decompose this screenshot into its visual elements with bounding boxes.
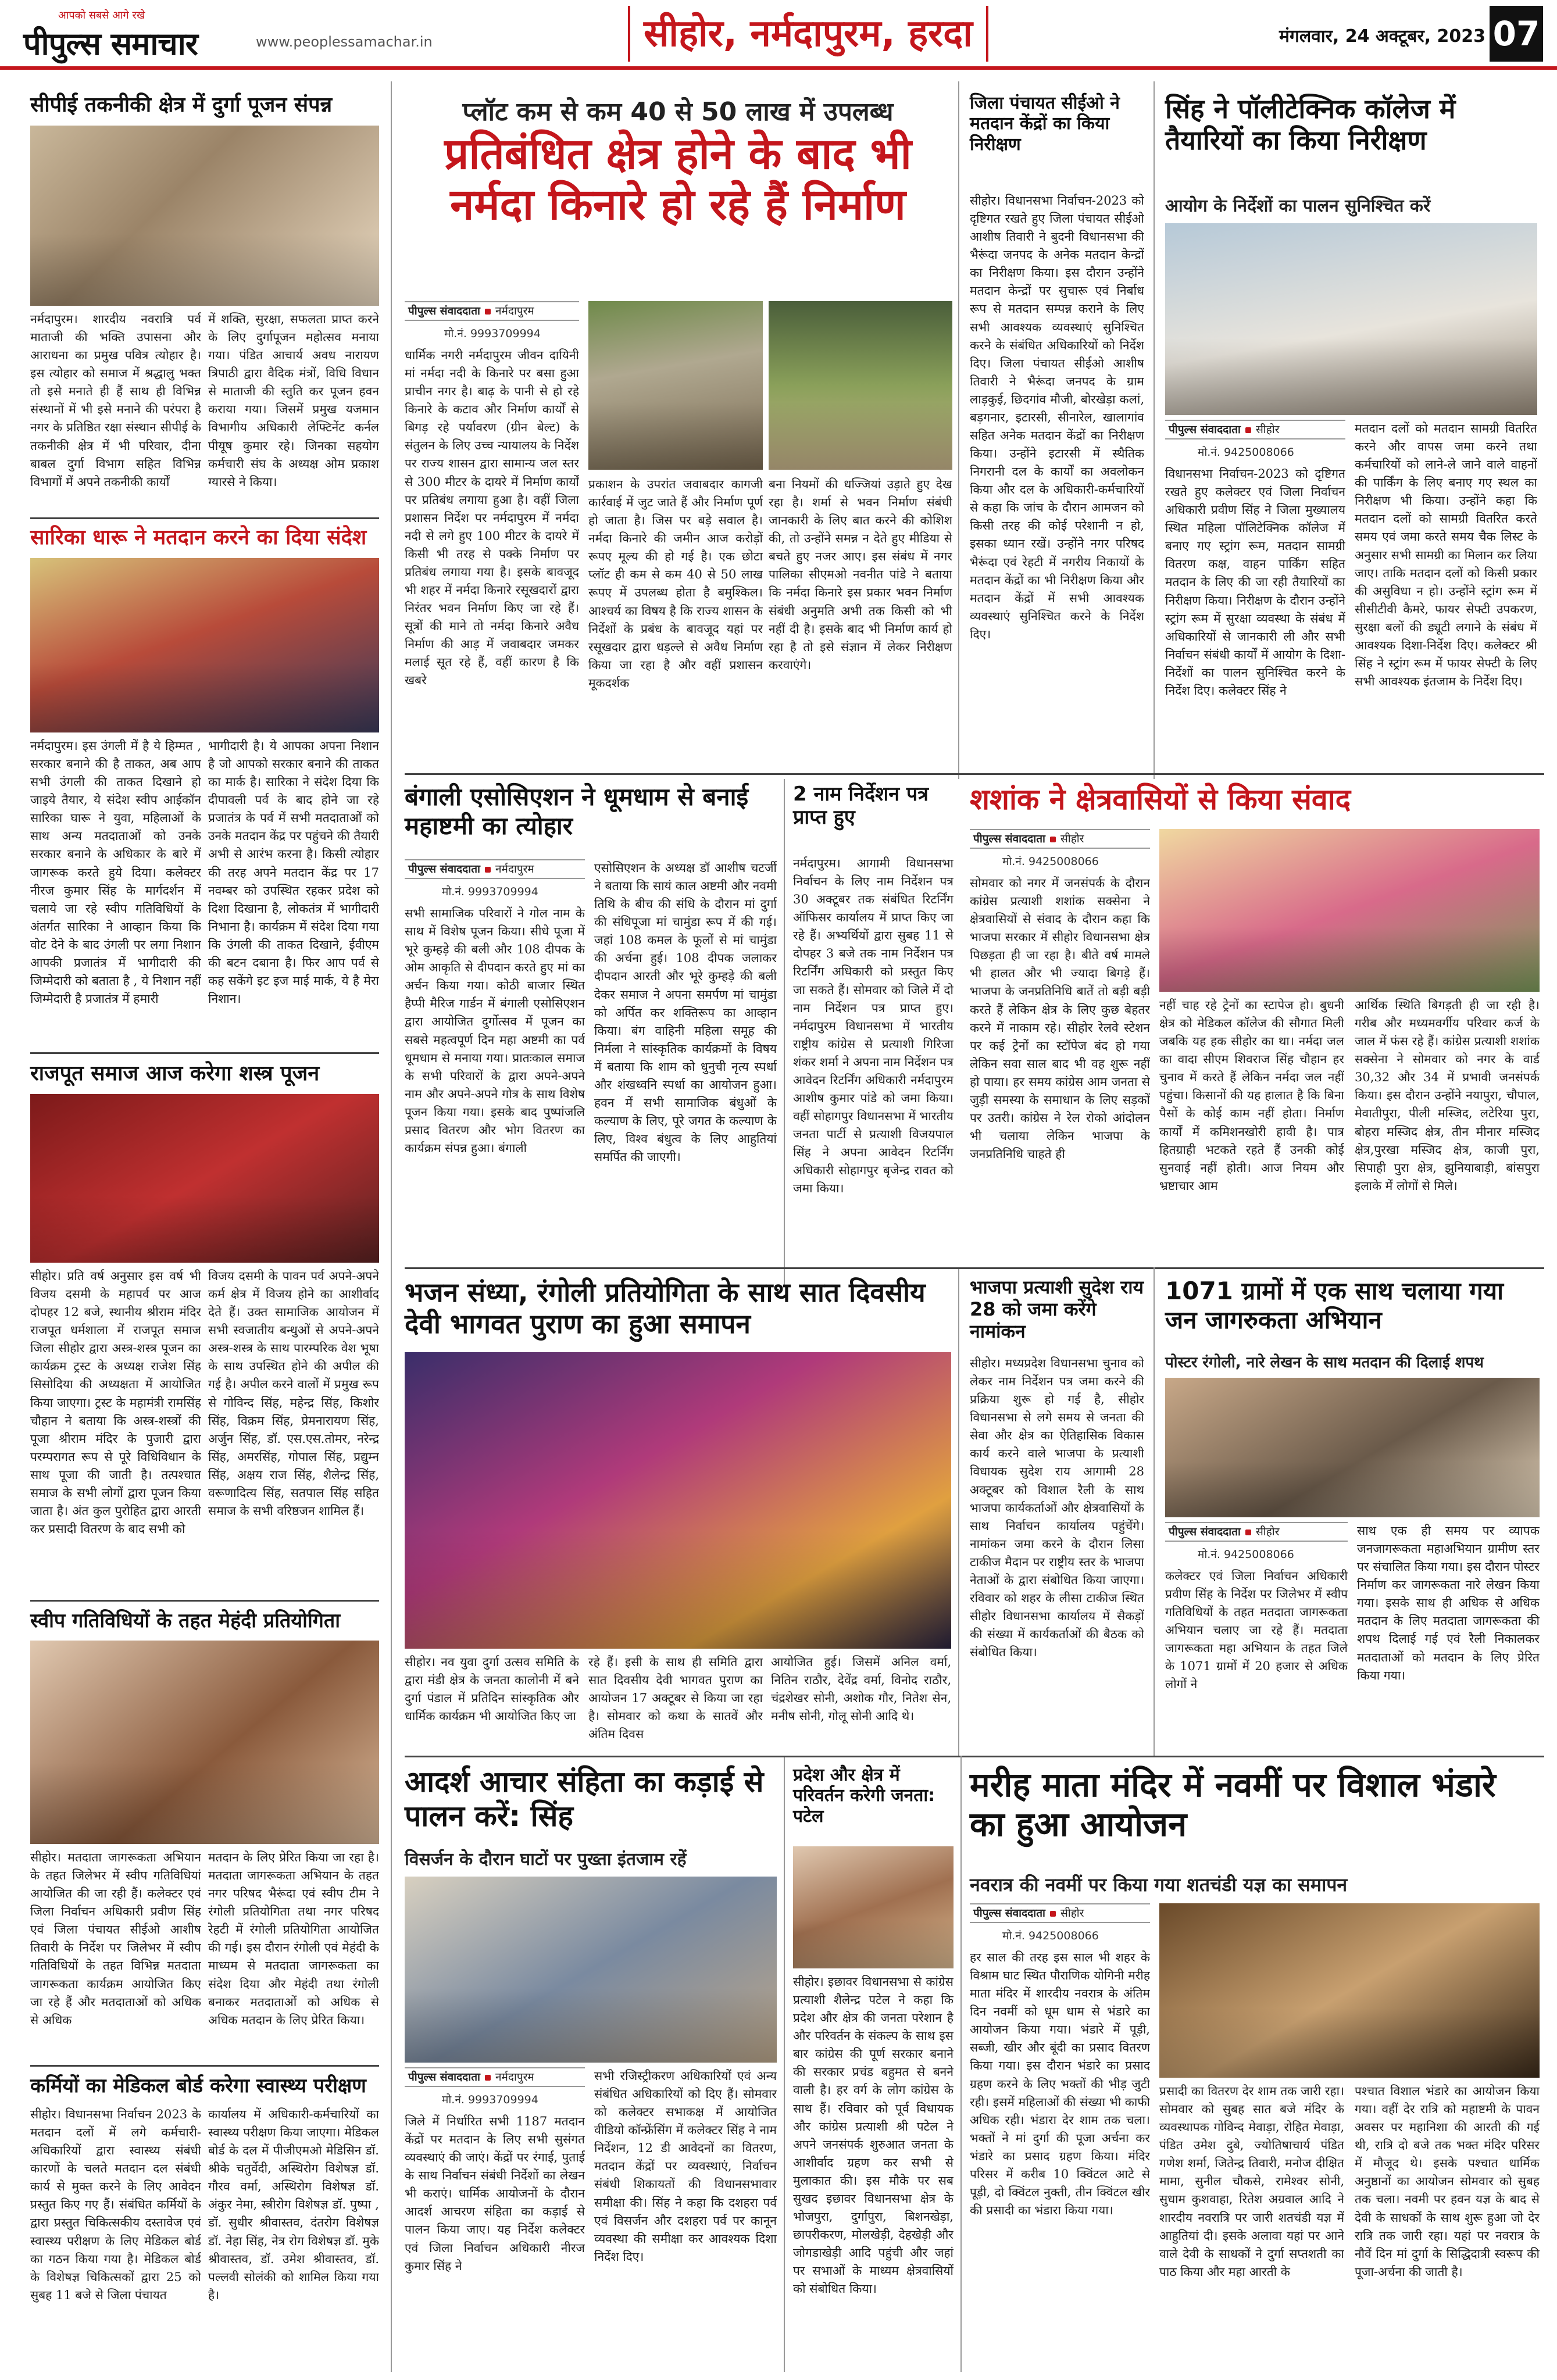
byline-dot [1050,837,1056,842]
body-sceo: सीहोर। विधानसभा निर्वाचन-2023 को दृष्टिगत रखते हुए जिला पंचायत सीईओ आशीष तिवारी ने बुदनी विधानसभा की भैरूंदा जनपद के अनेक मतदान केन्द्रों का निरीक्षण किया। इस दौरान उन्होंने मतदान केन्द्रों पर सुचारू एवं निर्बाध रूप से मतदान सम्पन्न कराने के लिए सभी आवश्यक व्यवस्थाएं सुनिश्चित करने के संबंधित अधिकारियों को निर्देश दिए। जिला पंचायत सीईओ आशीष तिवारी ने भैरूंदा जनपद के ग्राम लाड़कुई, छिदगांव मौजी, बोरखेड़ा कलां, बड़गनार, इटारसी, सीनारेल, खालागांव सहित अनेक मतदान केंद्रों का निरीक्षण किया। उन्होंने इटारसी में स्थैतिक निगरानी दल के कार्यों का अवलोकन किया और दल के अधिकारी-कर्मचारियों से कहा कि जांच के दौरान आमजन को किसी तरह की कोई परेशानी न हो, इसका ध्यान रखें। उन्होंने नगर परिषद भैरूंदा एवं रेहटी में नगरीय निकायों के मतदान केंद्रों का भी निरीक्षण किया और मतदान केंद्रों में सभी आवश्यक व्यवस्थाएं सुनिश्चित करने के निर्देश दिए। [970,194,1144,641]
column-divider [391,81,392,2372]
body-bengali-b: एसोसिएशन के अध्यक्ष डॉ आशीष चटर्जी ने बताया कि सायं काल अष्टमी और नवमी तिथि के बीच की संधि के दौरान मां दुर्गा की संधिपूजा मां चामुंडा रूप में की गई। जहां 108 कमल के फूलों से मां चामुंडा की अर्चना हुई। 108 दीपक जलाकर दीपदान आरती और भूरे कुम्हड़े की बली देकर समाज ने अपना समर्पण मां चामुंडा को अर्पित कर शक्तिरूप का आव्हान किया। बंग वाहिनी महिला समूह की निर्मला ने सांस्कृतिक कार्यक्रमों के विषय में बताया कि शाम को धुनुची नृत्य स्पर्धा और शंखध्वनि स्पर्धा का आयोजन हुआ। हवन में सभी सामाजिक बंधुओं के कल्याण के लिए, पूरे जगत के कल्याण के लिए, विश्व बंधुत्व के लिए आहुतियां समर्पित की जाएगी। [594,861,777,1164]
byline-dot [1245,427,1251,433]
body-aachar-b: सभी रजिस्ट्रीकरण अधिकारियों एवं अन्य संबंधित अधिकारियों को दिए हैं। सोमवार को कलेक्टर सभाकक्ष में आयोजित वीडियो कॉन्फ्रेंसिंग में कलेक्टर सिंह ने नाम निर्देशन, 12 डी आवेदनों का वितरण, मतदान केंद्रों पर व्यवस्थाएं, निर्वाचन संबंधी शिकायतों की विधानसभावार समीक्षा की। सिंह ने कहा कि दशहरा पर्व एवं विसर्जन और दशहरा पर्व पर कानून व्यवस्था की समीक्षा कर आवश्यक दिशा निर्देश दिए। [594,2069,777,2264]
body-narmada-c: बना नियमों की धज्जियां उड़ाते हुए देख रहा है। शर्मा से भवन निर्माण संबंधी जानकारी के लिए बात करने की कोशिश की, तो उन्होंने समन्न न देते हुए मीडिया से बचते हुए नजर आए। इस संबंध में नगर पालिका सीएमओ नवनीत पांडे ने बताया कि नर्मदा किनारे इस प्रकार भवन निर्माण संबंधी अनुमति अभी तक किसी को भी नहीं दी है। इसके बाद भी निर्माण कार्य हो रहा है तो इसे संज्ञान में लेकर निरीक्षण करवाएंगे। [769,477,952,672]
body-mariha-a: हर साल की तरह इस साल भी शहर के विश्राम घाट स्थित पौराणिक योगिनी मरीह माता मंदिर में शारदीय नवरात्र के अंतिम दिन नवमीं को धूम धाम से भंडारे का आयोजन किया गया। भंडारे में पूड़ी, सब्जी, खीर और बूंदी का प्रसाद वितरण किया गया। इस दौरान भंडारे का प्रसाद ग्रहण करने के लिए भक्तों की भीड़ जुटी रही। इसमें महिलाओं की संख्या भी काफी अधिक रही। भंडारा देर शाम तक चला। भक्तों ने मां दुर्गा की पूजा अर्चना कर भंडारे का प्रसाद ग्रहण किया। मंदिर परिसर में करीब 10 क्विंटल आटे से पूड़ी, दो क्विंटल नुक्ती, तीन क्विंटल खीर की प्रसादी का भंडारा किया गया। [970,1950,1150,2218]
kicker-polytechnic: आयोग के निर्देशों का पालन सुनिश्चित करें [1165,196,1431,216]
body-mehndi-a: सीहोर। मतदाता जागरूकता अभियान के तहत जिलेभर में स्वीप गतिविधियां आयोजित की जा रही हैं। कलेक्टर एवं जिला निर्वाचन अधिकारी प्रवीण सिंह एवं जिला पंचायत सीईओ आशीष तिवारी के निर्देश पर जिलेभर में स्वीप गतिविधियों के तहत विभिन्न मतदाता जागरूकता कार्यक्रम आयोजित किए जा रहे हैं और मतदाताओं को अधिक से अधिक [30,1850,201,2027]
headline-patel: प्रदेश और क्षेत्र में परिवर्तन करेगी जनता: पटेल [793,1765,935,1827]
headline-sudesh: भाजपा प्रत्याशी सुदेश राय 28 को जमा करेंगे नामांकन [970,1276,1144,1342]
column-divider [1154,81,1155,779]
headline-jagrukta: 1071 ग्रामों में एक साथ चलाया गया जन जागरुकता अभियान [1165,1277,1504,1334]
headline-polytechnic: सिंह ने पॉलीटेक्निक कॉलेज में तैयारियों का किया निरीक्षण [1165,93,1456,156]
article-divider [405,1267,1544,1269]
body-sarika-a: नर्मदापुरम। इस उंगली में है ये हिम्मत , सरकार बनाने की है ताकत, अब आप सभी उंगली की ताकत दिखाने हो जाइये तैयार, ये संदेश स्वीप आईकॉन सारिका घारू ने युवा, महिलाओं के साथ अन्य मतदाताओं को उनके सरकार बनाने के अधिकार के बारे में जागरूक करते हुये दिया। कलेक्टर नीरज कुमार सिंह के मार्गदर्शन में चलाये जा रहे स्वीप गतिविधियों के अंतर्गत सारिका ने आव्हान किया कि वोट देने के बाद उंगली पर लगा निशान आपकी प्रजातंत्र में भागीदारी की जिम्मेदारी को बताता है , ये निशान नहीं जिम्मेदारी है प्रजातंत्र में हमारी [30,739,201,1006]
byline-dot [485,309,491,315]
body-polytechnic-a: विधानसभा निर्वाचन-2023 को दृष्टिगत रखते हुए कलेक्टर एवं जिला निर्वाचन अधिकारी प्रवीण सिंह ने जिला मुख्यालय स्थित महिला पॉलिटेक्निक कॉलेज में बनाए गए स्ट्रांग रूम, मतदान सामग्री वितरण कक्ष, वाहन पार्किंग सहित मतदान के लिए की जा रही तैयारियों का निरीक्षण किया। निरीक्षण के दौरान उन्होंने स्ट्रांग रूम में सुरक्षा व्यवस्था के संबंध में अधिकारियों से जानकारी ली और सभी निर्वाचन संबंधी कार्यों में आयोग के दिशा-निर्देशों का पालन सुनिश्चित करने के निर्देश दिए। कलेक्टर सिंह ने [1165,467,1345,698]
photo-bhandara [1159,1903,1540,2078]
body-durga-a: नर्मदापुरम। शारदीय नवरात्रि पर्व माताजी की भक्ति उपासना और आराधना का प्रमुख पवित्र त्योहार है। इस त्योहार को समाज में श्रद्धालु भक्त तो इसे मनाते ही हैं साथ ही विभिन्न संस्थानों में भी इसे मनाने की परंपरा है नगर के प्रतिष्ठित रक्षा संस्थान सीपीई के तकनीकी क्षेत्र में भी परिवार, दीना बाबल दुर्गा विभाग सहित विभिन्न विभागों में अपने तकनीकी कार्यों [30,312,201,489]
body-rajput-a: सीहोर। प्रति वर्ष अनुसार इस वर्ष भी विजय दसमी के महापर्व पर आज दोपहर 12 बजे, स्थानीय श्रीराम मंदिर राजपूत धर्मशाला में राजपूत समाज जिला सीहोर द्वारा अस्त्र-शस्त्र पूजन का कार्यक्रम ट्रस्ट के अध्यक्ष राजेश सिंह सिसोदिया की अध्यक्षता में आयोजित किया जाएगा। ट्रस्ट के महामंत्री रामसिंह चौहान ने बताया कि अस्त्र-शस्त्रों की पूजा श्रीराम मंदिर के पुजारी द्वारा परम्परागत रूप से पूरे विधिविधान के साथ पूजा की जाती है। तत्पश्चात समाज के सभी लोगों द्वारा पूजन किया जाता है। अंत कुल पुरोहित द्वारा आरती कर प्रसादी वितरण के बाद सभी को [30,1269,201,1536]
byline-place: सीहोर [1255,1525,1280,1538]
body-shashank-a: सोमवार को नगर में जनसंपर्क के दौरान कांग्रेस प्रत्याशी शशांक सक्सेना ने क्षेत्रवासियों से संवाद के दौरान कहा कि भाजपा सरकार में सीहोर विधानसभा क्षेत्र पिछड़ता ही जा रहा है। बीते वर्ष मामले भी हालत और भी ज्यादा बिगड़े हैं। भाजपा के जनप्रतिनिधि बातें तो बड़ी बड़ी करते हैं लेकिन क्षेत्र के लिए कुछ बेहतर करने में नाकाम रहे। सीहोर रेलवे स्टेशन पर कई ट्रेनों का स्टॉपेज बंद हो गया लेकिन सवा साल बाद भी वह शुरू नहीं हो पाया। हर समय कांग्रेस आम जनता से जुड़ी समस्या के समाधान के लिए सड़कों पर उतरी। कांग्रेस ने रेल रोको आंदोलन भी चलाया लेकिन भाजपा के जनप्रतिनिधि चाहते ही [970,876,1150,1162]
body-sudesh: सीहोर। मध्यप्रदेश विधानसभा चुनाव को लेकर नाम निर्देशन पत्र जमा करने की प्रक्रिया शुरू हो गई है, सीहोर विधानसभा से लगे समय से जनता की सेवा और क्षेत्र का ऐतिहासिक विकास कार्य करने वाले भाजपा के प्रत्याशी विधायक सुदेश राय आगामी 28 अक्टूबर को विशाल रैली के साथ भाजपा कार्यकर्ताओं और क्षेत्रवासियों के साथ निर्वाचन कार्यालय पहुंचेंगे। नामांकन जमा करने के दौरान लिसा टाकीज मैदान पर राष्ट्रीय स्तर के भाजपा नेताओं के द्वारा संबोधित किया जाएगा। रविवार को शहर के लीसा टाकीज स्थित सीहोर विधानसभा कार्यालय में सैकड़ों की संख्या में कार्यकर्ताओं की बैठक को संबोधित किया। [970,1356,1144,1660]
section-title-bar [628,6,988,62]
column-divider [1154,1267,1155,1756]
byline-reporter: पीपुल्स संवाददाता [1169,423,1241,436]
body-shashank-b: नहीं चाह रहे ट्रेनों का स्टापेज हो। बुधनी क्षेत्र को मेडिकल कॉलेज की सौगात मिली जबकि यह हक सीहोर का था। नर्मदा जल का वादा सीएम शिवराज सिंह चौहान हर चुनाव में करते हैं लेकिन नर्मदा जल नहीं पहुंचा। किसानों की यह हालात है कि बिना पैसों के कोई काम नहीं होता। निर्माण कार्यों में कमिशनखोरी हावी है। पात्र हितग्राही भटकते रहते हैं उनकी कोई सुनवाई नहीं होती। आज नियम और भ्रष्टाचार आम [1159,998,1344,1193]
body-patel: सीहोर। इछावर विधानसभा से कांग्रेस प्रत्याशी शैलेन्द्र पटेल ने कहा कि प्रदेश और क्षेत्र की जनता परेशान है और परिवर्तन के संकल्प के साथ इस बार कांग्रेस की पूर्ण सरकार बनाने की सरकार प्रचंड बहुमत से बनने वाली है। हर वर्ग के लोग कांग्रेस के साथ हैं। रविवार को पूर्व विधायक और कांग्रेस प्रत्याशी श्री पटेल ने अपने जनसंपर्क शुरुआत जनता के आशीर्वाद ग्रहण कर सभी से मुलाकात की। इस मौके पर सब सुखद इछावर विधानसभा क्षेत्र के भोजपुरा, दुर्गापुरा, बिशनखेड़ा, छापरीकरण, मोलखेड़ी, देहखेड़ी और जोगडाखेड़ी आदि पहुंची और जहां पर सभाओं के माध्यम क्षेत्रवासियों को संबोधित किया। [793,1975,954,2296]
headline-sarika: सारिका धारू ने मतदान करने का दिया संदेश [30,526,367,549]
byline-jagrukta [1165,1522,1348,1542]
column-divider [958,1267,959,1756]
body-narmada-b: प्रकाशन के उपरांत जवाबदार कागजी कार्रवाई में जुट जाते हैं और निर्माण पूर्ण हो जाता है। जिस पर बड़े सवाल है। नर्मदा किनारे की जमीन आज करोड़ों रूपए मूल्य की हो गई है। एक छोटा प्लॉट ही कम से कम 40 से 50 लाख रूपए में उपलब्ध होता है बमुश्किल। आश्चर्य का विषय है कि राज्य शासन के निर्देशों के प्रबंध के बावजूद यहां पर रसूखदार द्वारा धड़ल्ले से अवैध निर्माण किया जा रहा है और वहीं प्रशासन मूकदर्शक [588,477,763,690]
headline-shashank: शशांक ने क्षेत्रवासियों से किया संवाद [970,782,1351,816]
mobile-number: मो.नं. 9993709994 [442,2093,538,2106]
photo-patel [793,1846,954,1968]
headline-mehndi: स्वीप गतिविधियों के तहत मेहंदी प्रतियोगिता [30,1609,341,1632]
mobile-number: मो.नं. 9425008066 [1002,1929,1099,1942]
headline-medical: कर्मियों का मेडिकल बोर्ड करेगा स्वास्थ्य परीक्षण [30,2074,366,2097]
byline-dot [1050,1911,1056,1917]
byline-place: नर्मदापुरम [495,2071,534,2084]
body-polytechnic-b: मतदान दलों को मतदान सामग्री वितरित करने और वापस जमा करने तथा कर्मचारियों को लाने-ले जाने वाले वाहनों की पार्किंग के लिए बनाए गए स्थल का निरीक्षण भी किया। उन्होंने कहा कि मतदान दलों को सामग्री वितरित करते समय एवं जमा करते समय चैक लिस्ट के अनुसार सभी सामग्री का मिलान कर लिया जाए। ताकि मतदान दलों को किसी प्रकार की असुविधा न हो। उन्होंने स्ट्रांग रूम में सीसीटीवी कैमरे, फायर सेफ्टी उपकरण, सुरक्षा बलों की ड्यूटी लगाने के संबंध में आवश्यक दिशा-निर्देश दिए। कलेक्टर श्री सिंह ने स्ट्रांग रूम में फायर सेफ्टी के लिए सभी आवश्यक इंतजाम के निर्देश दिए। [1355,421,1537,689]
kicker-mariha: नवरात्र की नवमीं पर किया गया शतचंडी यज्ञ का समापन [970,1874,1348,1896]
byline-bengali [405,859,585,879]
logo-tagline: आपको सबसे आगे रखे [58,9,145,22]
mobile-number: मो.नं. 9993709994 [442,885,538,898]
byline-aachar [405,2067,585,2087]
body-bhajan-a: सीहोर। नव युवा दुर्गा उत्सव समिति के द्वारा मंडी क्षेत्र के जनता कालोनी में बने दुर्गा पंडाल में प्रतिदिन सांस्कृतिक और धार्मिक कार्यक्रम भी आयोजित किए जा [405,1655,579,1724]
headline-sceo: जिला पंचायत सीईओ ने मतदान केंद्रों का किया निरीक्षण [970,93,1120,155]
byline-reporter: पीपुल्स संवाददाता [973,832,1045,845]
article-divider [30,517,379,519]
photo-durga-pujan [30,126,379,306]
byline-reporter: पीपुल्स संवाददाता [408,863,480,875]
byline-dot [485,2075,491,2081]
byline-shashank [970,829,1150,849]
byline-place: सीहोर [1060,832,1084,845]
headline-bengali: बंगाली एसोसिएशन ने धूमधाम से बनाई महाष्टमी का त्योहार [405,782,749,840]
body-nomination: नर्मदापुरम। आगामी विधानसभा निर्वाचन के लिए नाम निर्देशन पत्र 30 अक्टूबर तक संबंधित रिटर्निंग ऑफिसर कार्यालय में प्राप्त किए जा रहे हैं। अभ्यर्थियों द्वारा सुबह 11 से दोपहर 3 बजे तक नाम निर्देशन पत्र रिटर्निंग अधिकारी को प्रस्तुत किए जा सकते हैं। सोमवार को जिले में दो नाम निर्देशन पत्र प्राप्त हुए। नर्मदापुरम विधानसभा में भारतीय राष्ट्रीय कांग्रेस से प्रत्याशी गिरिजा शंकर शर्मा ने अपना नाम निर्देशन पत्र आवेदन रिटर्निंग अधिकारी नर्मदापुरम आशीष कुमार पांडे को जमा किया। वहीं सोहागपुर विधानसभा में भारतीय जनता पार्टी से प्रत्याशी विजयपाल सिंह ने अपना आवेदन रिटर्निंग अधिकारी सोहागपुर बृजेन्द्र रावत को जमा किया। [793,856,954,1196]
byline-mariha [970,1903,1150,1923]
newspaper-logo[interactable] [23,8,267,62]
body-mariha-c: पश्चात विशाल भंडारे का आयोजन किया गया। वहीं देर रात्रि को महाष्टमी के पावन अवसर पर महानिशा की आरती की गई थी, रात्रि दो बजे तक भक्त मंदिर परिसर में मौजूद थे। इसके पश्चात धार्मिक अनुष्ठानों का आयोजन सोमवार को सुबह तक चला। नवमी पर हवन यज्ञ के बाद से देवी के साधकों के साथ शुरू हुआ जो देर रात्रि तक जारी रहा। यहां पर नवरात्र के नौवें दिन मां दुर्गा के सिद्धिदात्री स्वरूप की पूजा-अर्चना की जाती है। [1355,2084,1540,2279]
byline-place: नर्मदापुरम [495,305,534,317]
headline-rajput: राजपूत समाज आज करेगा शस्त्र पूजन [30,1062,320,1085]
byline-reporter: पीपुल्स संवाददाता [1169,1525,1241,1538]
headline-durga: सीपीई तकनीकी क्षेत्र में दुर्गा पूजन संपन्न [30,93,333,117]
article-divider [405,773,1544,775]
article-divider [30,1600,379,1602]
mobile-number: मो.नं. 9425008066 [1198,1548,1294,1561]
byline-reporter: पीपुल्स संवाददाता [408,305,480,317]
photo-bhajan-sandhya [405,1352,951,1649]
mobile-number: मो.नं. 9425008066 [1002,855,1099,868]
body-jagrukta-a: कलेक्टर एवं जिला निर्वाचन अधिकारी प्रवीण सिंह के निर्देश पर जिलेभर में स्वीप गतिविधियों के तहत मतदाता जागरूकता अभियान चलाए जा रहे हैं। मतदाता जागरूकता महा अभियान के तहत जिले के 1071 ग्रामों में 20 हजार से अधिक लोगों ने [1165,1569,1348,1692]
logo-name: पीपुल्स समाचार [23,26,198,62]
byline-place: सीहोर [1060,1907,1084,1920]
headline-narmada: प्रतिबंधित क्षेत्र होने के बाद भी नर्मदा किनारे हो रहे हैं निर्माण [444,129,912,230]
article-divider [30,1052,379,1054]
website-link[interactable]: www.peoplessamachar.in [256,34,433,50]
article-divider [30,2065,379,2067]
body-durga-b: में शक्ति, सुरक्षा, सफलता प्राप्त करने के लिए दुर्गापूजन महोत्सव मनाया गया। पंडित आचार्य अवध नारायण त्रिपाठी द्वारा वैदिक मंत्रों, विधि विधान से माताजी की स्तुति कर पूजन हवन कराया गया। जिसमें प्रमुख यजमान विभागीय अधिकारी लेफ्टिनेंट कर्नल पीयूष कुमार रहे। जिनका सहयोग कर्मचारी संघ के अध्यक्ष ओम प्रकाश ग्यारसे ने किया। [208,312,379,489]
body-aachar-a: जिले में निर्धारित सभी 1187 मतदान केंद्रों पर मतदान के लिए सभी सुसंगत व्यवस्थाएं की जाएं। केंद्रों पर रंगाई, पुताई के साथ निर्वाचन संबंधी निर्देशों का लेखन भी कराएं। धार्मिक आयोजनों के दौरान आदर्श आचरण संहिता का कड़ाई से पालन किया जाए। यह निर्देश कलेक्टर एवं जिला निर्वाचन अधिकारी नीरज कुमार सिंह ने [405,2114,585,2273]
photo-aachar-meeting [405,1877,777,2063]
article-divider [405,1756,1544,1757]
body-sarika-b: भागीदारी है। ये आपका अपना निशान है जो आपको सरकार बनाने की ताकत का मार्क है। सारिका ने संदेश दिया कि दीपावली पर्व के बाद होने जा रहे प्रजातंत्र के पर्व में सभी मतदाताओं को उनके मतदान केंद्र पर पहुंचने की तैयारी अभी से आरंभ करना है। किसी त्योहार की तरह अपने मतदान केंद्र पर 17 नवम्बर को उपस्थित रहकर प्रदेश को दिशा दिखाना है, लोकतंत्र में भागीदारी निभाना है। कार्यक्रम में संदेश दिया गया कि उंगली की ताकत दिखाने, ईवीएम की बटन दबाना है। फिर आप पर्व से कह सकेंगे इट इज माई मार्क, ये है मेरा निशान। [208,739,379,1006]
section-title: सीहोर, नर्मदापुरम, हरदा [644,12,973,55]
body-bhajan-c: आयोजित हुई। जिसमें अनिल वर्मा, नितिन राठौर, देवेंद्र वर्मा, विनोद राठौर, चंद्रशेखर सोनी, अशोक गौर, नितेश सेन, मनीष सोनी, गोलू सोनी आदि थे। [771,1655,951,1724]
body-bhajan-b: रहे हैं। इसी के साथ ही समिति द्वारा सात दिवसीय देवी भागवत पुराण का आयोजन 17 अक्टूबर से किया जा रहा है। सोमवार को कथा के सातवें और अंतिम दिवस [588,1655,763,1742]
column-divider [784,779,785,1285]
byline-reporter: पीपुल्स संवाददाता [973,1907,1045,1920]
body-mariha-b: प्रसादी का वितरण देर शाम तक जारी रहा। सोमवार को सुबह सात बजे मंदिर के व्यवस्थापक गोविन्द मेवाड़ा, रोहित मेवाड़ा, पंडित उमेश दुबे, ज्योतिषाचार्य पंडित गणेश शर्मा, जितेन्द्र तिवारी, मनोज दीक्षित मामा, सुनील चौकसे, रामेश्वर सोनी, सुधाम कुशवाहा, रितेश अग्रवाल आदि ने शारदीय नवरात्रि पर जारी शतचंडी यज्ञ में आहुतियां दी। इसके अलावा यहां पर आने वाले देवी के साधकों ने दुर्गा सप्तशती का पाठ किया और महा आरती के [1159,2084,1344,2279]
body-medical-b: कार्यालय में अधिकारी-कर्मचारियों का स्वास्थ्य परीक्षण किया जाएगा। मेडिकल बोर्ड के दल में पीजीएमओ मेडिसिन डॉ. श्रीके चतुर्वेदी, अस्थिरोग विशेषज्ञ डॉ. गौरव वर्मा, अस्थिरोग विशेषज्ञ डॉ. अंकुर नेमा, स्त्रीरोग विशेषज्ञ डॉ. पुष्पा , डॉ. सुधीर श्रीवास्तव, दंतरोग विशेषज्ञ डॉ. नेहा सिंह, नेत्र रोग विशेषज्ञ डॉ. मुके श्रीवास्तव, डॉ. उमेश श्रीवास्तव, डॉ. पल्लवी सोलंकी को शामिल किया गया है। [208,2107,379,2302]
body-mehndi-b: मतदान के लिए प्रेरित किया जा रहा है। मतदाता जागरूकता अभियान के तहत नगर परिषद भैरूंदा एवं स्वीप टीम ने रंगोली प्रतियोगिता तथा नगर परिषद रेहटी में रंगोली प्रतियोगिता आयोजित की गई। इस दौरान रंगोली एवं मेहंदी के माध्यम से मतदाता जागरूकता का संदेश दिया और मेहंदी तथा रंगोली बनाकर मतदाताओं को अधिक से अधिक मतदान के लिए प्रेरित किया। [208,1850,379,2027]
kicker-jagrukta: पोस्टर रंगोली, नारे लेखन के साथ मतदान की दिलाई शपथ [1165,1354,1484,1371]
photo-sarika [30,558,379,732]
byline-place: सीहोर [1255,423,1280,436]
byline-place: नर्मदापुरम [495,863,534,875]
kicker-narmada: प्लॉट कम से कम 40 से 50 लाख में उपलब्ध [462,97,894,127]
body-jagrukta-b: साथ एक ही समय पर व्यापक जनजागरूकता महाअभियान ग्रामीण स्तर पर संचालित किया गया। इस दौरान पोस्टर निर्माण कर जागरूकता नारे लेखन किया गया। इसके साथ ही अधिक से अधिक मतदान के लिए मतदाता जागरूकता की शपथ दिलाई गई एवं रैली निकालकर मतदाताओं को मतदान के लिए प्रेरित किया गया। [1357,1524,1540,1682]
photo-construction-2 [769,301,952,470]
body-narmada-a: धार्मिक नगरी नर्मदापुरम जीवन दायिनी मां नर्मदा नदी के किनारे पर बसा हुआ प्राचीन नगर है। बाढ़ के पानी से हो रहे किनारे के कटाव और निर्माण कार्यों से बिगड़ रहे पर्यावरण (ग्रीन बेल्ट) के संतुलन के लिए उच्च न्यायालय के निर्देश पर राज्य शासन द्वारा सामान्य जल स्तर से 300 मीटर के दायरे में निर्माण कार्यों पर प्रतिबंध लगाया हुआ है। वहीं जिला प्रशासन निर्देश पर नर्मदापुरम में नर्मदा नदी से लगे हुए 100 मीटर के दायरे में किसी भी तरह से पक्के निर्माण पर प्रतिबंध लगाया गया है। इसके बावजूद भी शहर में नर्मदा किनारे रसूखदारों द्वारा निरंतर भवन निर्माण किए जा रहे हैं। सूत्रों की माने तो नर्मदा किनारे अवैध निर्माण की आड़ में जवाबदार जमकर मलाई सूत रहे हैं, वहीं कारण है कि खबरे [405,348,579,688]
page-number: 07 [1490,6,1543,62]
byline-polytechnic [1165,420,1345,439]
body-medical-a: सीहोर। विधानसभा निर्वाचन 2023 के मतदान दलों में लगे कर्मचारी-अधिकारियों द्वारा स्वास्थ्य संबंधी कारणों के चलते मतदान दल संबंधी कार्य से मुक्त करने के लिए आवेदन प्रस्तुत किए गए हैं। संबंधित कर्मियों के द्वारा प्रस्तुत चिकित्सकीय दस्तावेज एवं स्वास्थ्य परीक्षण के लिए मेडिकल बोर्ड का गठन किया गया है। मेडिकल बोर्ड के विशेषज्ञ चिकित्सकों द्वारा 25 को सुबह 11 बजे से जिला पंचायत [30,2107,201,2302]
kicker-aachar: विसर्जन के दौरान घाटों पर पुख्ता इंतजाम रहें [405,1849,687,1870]
body-rajput-b: विजय दसमी के पावन पर्व अपने-अपने कर्म क्षेत्र में विजय होने का आशीर्वाद देते हैं। उक्त सामाजिक आयोजन में सभी स्वजातीय बन्धुओं से अपने-अपने अस्त्र-शस्त्र के साथ पारम्परिक वेश भूषा के साथ उपस्थित होने की अपील की गई है। अपील करने वालों में प्रमुख रूप से गोविन्द सिंह, महेन्द्र सिंह, किशोर सिंह, विक्रम सिंह, प्रेमनारायण सिंह, अर्जुन सिंह, डॉ. एस.एस.तोमर, नरेन्द्र सिंह, अमरसिंह, गोपाल सिंह, प्रद्युम्न सिंह, अक्षय राज सिंह, शैलेन्द्र सिंह, वरूणादित्य सिंह, सतपाल सिंह सहित समाज के सभी वरिष्ठजन शामिल हैं। [208,1269,379,1518]
photo-construction-1 [588,301,763,470]
headline-aachar: आदर्श आचार संहिता का कड़ाई से पालन करें: सिंह [405,1765,764,1833]
headline-bhajan: भजन संध्या, रंगोली प्रतियोगिता के साथ सात दिवसीय देवी भागवत पुराण का हुआ समापन [405,1277,926,1340]
byline-narmada [405,301,579,321]
dateline: मंगलवार, 24 अक्टूबर, 2023 [1279,26,1486,47]
mobile-number: मो.नं. 9425008066 [1198,446,1294,459]
masthead [0,0,1557,70]
headline-nomination: 2 नाम निर्देशन पत्र प्राप्त हुए [793,782,929,830]
byline-dot [485,867,491,873]
body-bengali-a: सभी सामाजिक परिवारों ने गोल नाम के साथ में विशेष पूजन किया। सीधे पूजा में भूरे कुम्हड़े की बली और 108 दीपक के ओम आकृति से दीपदान करते हुए मां का अर्चन किया गया। कोठी बाजार स्थित हैप्पी मैरिज गार्डन में बंगाली एसोसिएशन द्वारा आयोजित दुर्गोत्सव में पूजन का सबसे महत्वपूर्ण दिन महा अष्टमी का पर्व धूमधाम से मनाया गया। प्रातःकाल समाज के सभी परिवारों के द्वारा अपने-अपने नाम और अपने-अपने गोत्र के साथ विशेष पूजन किया गया। इसके बाद पुष्पांजलि प्रसाद वितरण और भोग वितरण का कार्यक्रम संपन्न हुआ। बंगाली [405,906,585,1156]
column-divider [960,1756,962,2372]
headline-mariha: मरीह माता मंदिर में नवमीं पर विशाल भंडारे का हुआ आयोजन [970,1765,1496,1845]
byline-reporter: पीपुल्स संवाददाता [408,2071,480,2084]
mobile-number: मो.नं. 9993709994 [444,327,541,340]
photo-shashank [1159,829,1540,992]
photo-shastra-pujan [30,1094,379,1263]
photo-polytechnic [1165,223,1537,415]
column-divider [784,1756,785,2372]
body-shashank-c: आर्थिक स्थिति बिगड़ती ही जा रही है। गरीब और मध्यमवर्गीय परिवार कर्ज के जाल में फंस रहे हैं। कांग्रेस प्रत्याशी शशांक सक्सेना ने सोमवार को नगर के वार्ड 30,32 और 34 में प्रभावी जनसंपर्क किया। इस दौरान उन्होंने नयापुरा, चौपाल, मेवातीपुरा, पीली मस्जिद, लटेरिया पुरा, बोहरा मस्जिद क्षेत्र, तीन मीनार मस्जिद क्षेत्र,पुरखा मस्जिद क्षेत्र, काजी पुरा, सिपाही पुरा क्षेत्र, झुनियाबाड़ी, बांसपुरा इलाके में लोगों से मिले। [1355,998,1540,1193]
photo-jagrukta [1165,1378,1540,1517]
byline-dot [1245,1530,1251,1535]
column-divider [958,81,959,779]
photo-mehndi [30,1641,379,1844]
